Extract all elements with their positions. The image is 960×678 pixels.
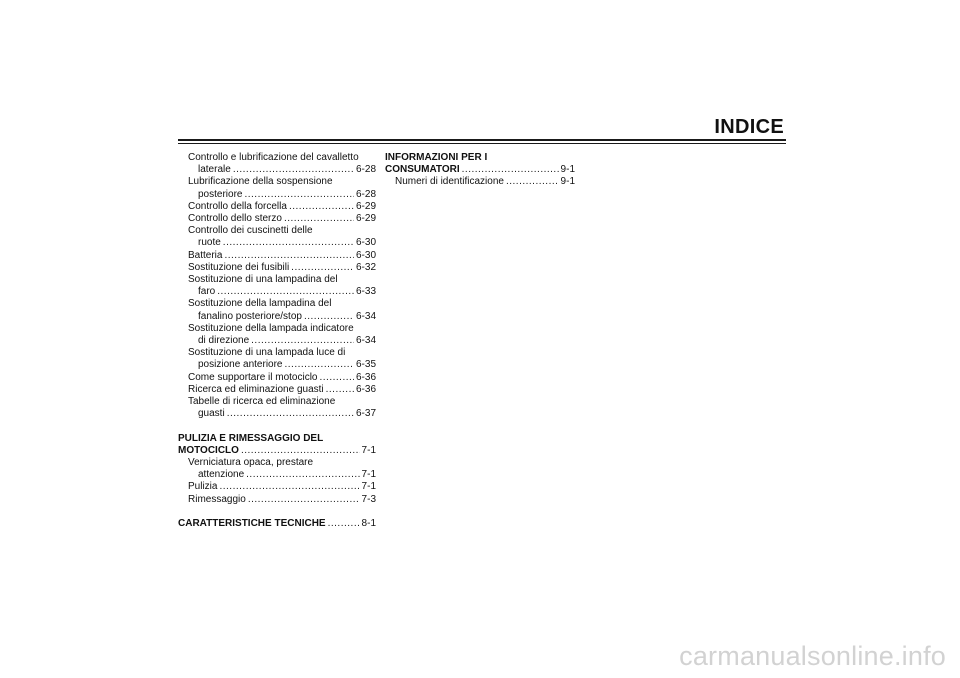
toc-entry-text: faro (198, 286, 216, 298)
toc-entry-text: Sostituzione dei fusibili (188, 261, 290, 273)
toc-entry-continuation (188, 311, 376, 323)
leader-dots (217, 286, 354, 298)
leader-dots (304, 311, 354, 323)
toc-entry-text: Controllo dei cuscinetti delle (188, 225, 313, 237)
toc-entry-row (198, 469, 376, 481)
toc-entry-text: Sostituzione della lampada indicatore (188, 322, 354, 334)
toc-entry-row (188, 262, 376, 274)
leader-dots (289, 201, 354, 213)
toc-entry-continuation (188, 237, 376, 249)
toc-page-number: 6-29 (355, 213, 376, 225)
toc-page-number: 7-3 (361, 493, 376, 505)
toc-entry-text: Numeri di identificazione (395, 176, 504, 188)
toc-entry-row (188, 213, 376, 225)
toc-section-informazioni (385, 152, 575, 189)
leader-dots (248, 494, 360, 506)
toc-section-title: PULIZIA E RIMESSAGGIO DEL (178, 432, 324, 444)
toc-page-number: 6-28 (355, 164, 376, 176)
toc-right-column (385, 152, 575, 189)
leader-dots (251, 335, 354, 347)
toc-section-title: MOTOCICLO (178, 444, 239, 456)
toc-entry-row (198, 311, 376, 323)
leader-dots (223, 237, 354, 249)
toc-entry-row (395, 176, 575, 188)
toc-page-number: 6-32 (355, 261, 376, 273)
toc-entry[interactable] (178, 250, 376, 262)
toc-entry-text: Batteria (188, 249, 223, 261)
toc-entry-text: Pulizia (188, 481, 218, 493)
spacer (178, 420, 376, 432)
toc-entry-row (178, 445, 376, 457)
leader-dots (246, 469, 359, 481)
toc-entry-text: Controllo dello sterzo (188, 213, 282, 225)
toc-entry-row (198, 189, 376, 201)
toc-entry[interactable] (178, 494, 376, 506)
toc-entry-continuation (188, 408, 376, 420)
toc-page-number: 9-1 (560, 176, 575, 188)
toc-entry-row (188, 481, 376, 493)
leader-dots (462, 164, 559, 176)
toc-entry[interactable] (178, 225, 376, 249)
toc-entry-continuation (188, 164, 376, 176)
toc-entry-row (198, 286, 376, 298)
toc-entry-row (198, 335, 376, 347)
leader-dots (326, 384, 354, 396)
toc-entry[interactable] (178, 152, 376, 176)
toc-entry-row (198, 408, 376, 420)
toc-entry-row (198, 359, 376, 371)
toc-entry-text: Controllo della forcella (188, 200, 287, 212)
header-rule-thin (178, 143, 786, 144)
toc-page-number: 7-1 (361, 469, 376, 481)
toc-entry-text: Come supportare il motociclo (188, 371, 318, 383)
toc-section-title: CONSUMATORI (385, 164, 460, 176)
leader-dots (233, 164, 354, 176)
leader-dots (291, 262, 354, 274)
toc-entry-continuation (188, 189, 376, 201)
toc-entry-text: fanalino posteriore/stop (198, 310, 302, 322)
toc-entry-text: Lubrificazione della sospensione (188, 176, 333, 188)
toc-entry-text: Sostituzione di una lampadina del (188, 274, 338, 286)
toc-entry[interactable] (178, 323, 376, 347)
toc-page-number: 6-34 (355, 310, 376, 322)
toc-section-pulizia (178, 433, 376, 506)
toc-page-number: 6-36 (355, 371, 376, 383)
toc-entry-text: Sostituzione di una lampada luce di (188, 347, 346, 359)
toc-entry-continuation (188, 469, 376, 481)
toc-page-number: 7-1 (361, 444, 376, 456)
leader-dots (506, 176, 559, 188)
toc-page-number: 6-30 (355, 249, 376, 261)
leader-dots (328, 518, 360, 530)
toc-entry-text: di direzione (198, 335, 250, 347)
toc-entry-text: Sostituzione della lampadina del (188, 298, 332, 310)
toc-section-heading[interactable] (385, 152, 575, 176)
leader-dots (224, 250, 354, 262)
toc-entry-row (188, 372, 376, 384)
toc-entry-row (385, 164, 575, 176)
toc-entry[interactable] (178, 481, 376, 493)
toc-entry-text: ruote (198, 237, 221, 249)
toc-entry[interactable] (178, 347, 376, 371)
toc-entry[interactable] (178, 176, 376, 200)
toc-section-title: INFORMAZIONI PER I (385, 152, 488, 163)
leader-dots (244, 189, 354, 201)
toc-entry-text: posteriore (198, 188, 243, 200)
toc-entry-row (198, 164, 376, 176)
toc-entry-text: attenzione (198, 469, 245, 481)
toc-entry[interactable] (178, 274, 376, 298)
toc-page-number: 8-1 (361, 518, 376, 530)
toc-entry-text: posizione anteriore (198, 359, 283, 371)
toc-entry-text: Verniciatura opaca, prestare (188, 457, 314, 469)
toc-entry[interactable] (178, 457, 376, 481)
toc-page-number: 9-1 (560, 164, 575, 176)
toc-left-column (178, 152, 376, 530)
toc-page-number: 7-1 (361, 481, 376, 493)
toc-section-caratteristiche[interactable] (178, 518, 376, 530)
page-title: INDICE (714, 116, 784, 138)
toc-entry[interactable] (178, 201, 376, 213)
toc-page-number: 6-36 (355, 383, 376, 395)
toc-entry-row (188, 384, 376, 396)
toc-entry[interactable] (178, 396, 376, 420)
toc-list-maintenance (178, 152, 376, 420)
leader-dots (285, 359, 354, 371)
leader-dots (241, 445, 360, 457)
toc-entry-text: Tabelle di ricerca ed eliminazione (188, 396, 336, 408)
toc-entry-continuation (188, 286, 376, 298)
toc-entry-text: Controllo e lubrificazione del cavalletto (188, 152, 359, 163)
toc-page-number: 6-28 (355, 188, 376, 200)
toc-page-number: 6-29 (355, 200, 376, 212)
spacer (178, 506, 376, 518)
toc-section-title: CARATTERISTICHE TECNICHE (178, 518, 326, 530)
toc-entry-text: laterale (198, 164, 231, 176)
toc-entry-row (188, 201, 376, 213)
toc-entry[interactable] (178, 384, 376, 396)
toc-entry[interactable] (385, 176, 575, 188)
toc-entry-row (198, 237, 376, 249)
toc-page-number: 6-37 (355, 408, 376, 420)
toc-section-heading[interactable] (178, 433, 376, 457)
toc-entry-continuation (188, 359, 376, 371)
toc-entry-text: guasti (198, 408, 225, 420)
toc-page-number: 6-34 (355, 335, 376, 347)
toc-page-number: 6-30 (355, 237, 376, 249)
toc-entry[interactable] (178, 372, 376, 384)
toc-entry[interactable] (178, 298, 376, 322)
toc-entry-row (188, 494, 376, 506)
leader-dots (284, 213, 354, 225)
toc-entry[interactable] (178, 213, 376, 225)
toc-entry-row (188, 250, 376, 262)
leader-dots (227, 408, 354, 420)
toc-entry-text: Ricerca ed eliminazione guasti (188, 383, 324, 395)
header-rule-thick (178, 139, 786, 141)
leader-dots (219, 481, 359, 493)
leader-dots (320, 372, 354, 384)
toc-entry[interactable] (178, 262, 376, 274)
toc-page-number: 6-33 (355, 286, 376, 298)
toc-entry-text: Rimessaggio (188, 493, 246, 505)
watermark: carmanualsonline.info (679, 641, 946, 671)
toc-page-number: 6-35 (355, 359, 376, 371)
toc-entry-continuation (188, 335, 376, 347)
